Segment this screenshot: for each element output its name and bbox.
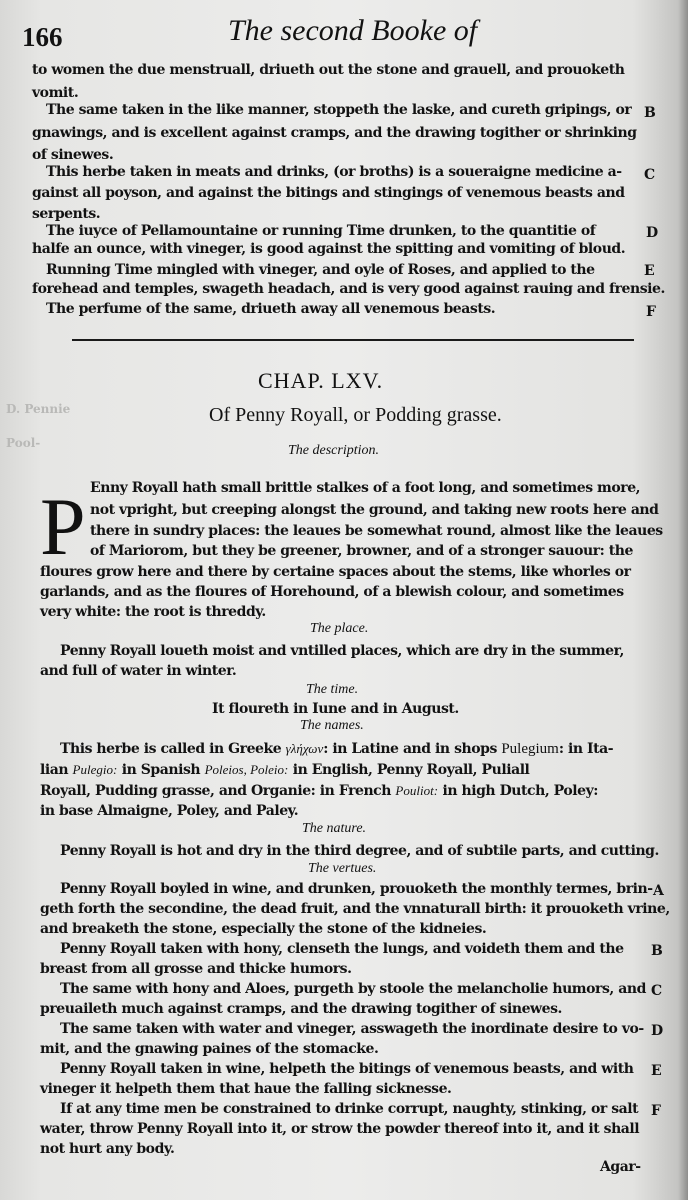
margin-letter: C <box>651 983 663 999</box>
text-span: in high Dutch, Poley: <box>442 783 598 799</box>
text-line: This herbe taken in meats and drinks, (or broths) is a soueraigne medicine a- <box>46 164 622 180</box>
text-line: The perfume of the same, driueth away all venemous beasts. <box>46 301 496 317</box>
chapter-heading: CHAP. LXV. <box>258 368 384 393</box>
text-line: not vpright, but creeping alongst the ground, and taking new roots here and <box>90 502 659 518</box>
margin-letter: A <box>653 883 664 899</box>
greek-term: γλήχων <box>285 741 324 756</box>
text-span: Royall, Pudding grasse, and Organie: in French <box>40 783 391 799</box>
text-line <box>60 742 613 757</box>
drop-cap: P <box>40 481 86 572</box>
running-head: The second Booke of <box>228 14 478 47</box>
text-line: The same with hony and Aloes, purgeth by stoole the melancholie humors, and <box>60 981 646 997</box>
bleed-through-text: D. Pennie <box>6 402 71 416</box>
text-line: to women the due menstruall, driueth out the stone and grauell, and prouoketh <box>32 62 625 78</box>
text-line: It floureth in Iune and in August. <box>212 701 459 717</box>
text-line: and breaketh the stone, especially the stone of the kidneies. <box>40 921 487 937</box>
text-line: forehead and temples, swageth headach, and is very good against rauing and frensie. <box>32 281 665 297</box>
margin-letter: D <box>651 1023 664 1039</box>
text-line: vomit. <box>32 85 79 101</box>
text-line: geth forth the secondine, the dead fruit, and the vnnaturall birth: it prouoketh vrine, <box>40 901 670 917</box>
text-line: not hurt any body. <box>40 1141 175 1157</box>
section-label-time: The time. <box>306 682 359 697</box>
text-line: mit, and the gnawing paines of the stomacke. <box>40 1041 379 1057</box>
text-line: The same taken with water and vineger, asswageth the inordinate desire to vo- <box>60 1021 644 1037</box>
text-line: Enny Royall hath small brittle stalkes of a foot long, and sometimes more, <box>90 480 641 496</box>
text-line: gainst all poyson, and against the bitings and stingings of venemous beasts and <box>32 185 625 201</box>
text-line: very white: the root is threddy. <box>40 604 266 620</box>
text-span: This herbe is called in Greeke <box>60 741 282 757</box>
text-line: water, throw Penny Royall into it, or strow the powder thereof into it, and it shall <box>40 1121 640 1137</box>
margin-letter: C <box>644 167 656 183</box>
page-number: 166 <box>22 22 63 52</box>
text-line: garlands, and as the floures of Horehound, of a blewish colour, and sometimes <box>40 584 624 600</box>
section-rule <box>72 339 634 341</box>
text-line <box>40 784 598 798</box>
margin-letter: F <box>646 304 656 320</box>
text-line: Penny Royall taken with hony, clenseth the lungs, and voideth them and the <box>60 941 624 957</box>
text-line: gnawings, and is excellent against cramps, and the drawing togither or shrinking <box>32 125 637 141</box>
text-line: Penny Royall is hot and dry in the third degree, and of subtile parts, and cutting. <box>60 843 659 859</box>
margin-letter: E <box>644 263 655 279</box>
latin-term: Pulegium <box>501 741 559 757</box>
text-line: Penny Royall loueth moist and vntilled places, which are dry in the summer, <box>60 643 624 659</box>
text-line: and full of water in winter. <box>40 663 237 679</box>
text-line: halfe an ounce, with vineger, is good against the spitting and vomiting of bloud. <box>32 241 626 257</box>
section-label-names: The names. <box>300 718 364 733</box>
section-label-description: The description. <box>288 443 379 458</box>
chapter-title: Of Penny Royall, or Podding grasse. <box>209 404 502 426</box>
text-line: serpents. <box>32 206 101 222</box>
text-line: Penny Royall taken in wine, helpeth the bitings of venemous beasts, and with <box>60 1061 634 1077</box>
text-line: preuaileth much against cramps, and the drawing togither of sinewes. <box>40 1001 562 1017</box>
section-label-vertues: The vertues. <box>308 861 377 876</box>
catchword: Agar- <box>600 1159 641 1175</box>
text-line: there in sundry places: the leaues be somewhat round, almost like the leaues <box>90 523 663 539</box>
section-label-place: The place. <box>310 621 369 636</box>
text-span: in Spanish <box>121 762 201 778</box>
text-line: of Mariorom, but they be greener, browner, and of a stronger sauour: the <box>90 543 633 559</box>
margin-letter: F <box>651 1103 661 1119</box>
text-line: The same taken in the like manner, stoppeth the laske, and cureth gripings, or <box>46 102 632 118</box>
margin-letter: D <box>646 225 659 241</box>
text-line: Running Time mingled with vineger, and oyle of Roses, and applied to the <box>46 262 595 278</box>
bleed-through-text: Pool- <box>6 436 41 450</box>
text-span: lian <box>40 762 69 778</box>
text-span: : in Latine and in shops <box>323 741 497 757</box>
text-line: The iuyce of Pellamountaine or running Time drunken, to the quantitie of <box>46 223 596 239</box>
french-term: Pouliot: <box>395 783 439 798</box>
text-line: floures grow here and there by certaine spaces about the stems, like whorles or <box>40 564 631 580</box>
text-line: If at any time men be constrained to drinke corrupt, naughty, stinking, or salt <box>60 1101 639 1117</box>
margin-letter: E <box>651 1063 662 1079</box>
text-line: breast from all grosse and thicke humors. <box>40 961 352 977</box>
margin-letter: B <box>644 105 656 121</box>
text-line: of sinewes. <box>32 147 114 163</box>
italian-term: Pulegio: <box>72 762 118 777</box>
section-label-nature: The nature. <box>302 821 367 836</box>
spanish-term: Poleios, Poleio: <box>204 762 289 777</box>
text-span: in English, Penny Royall, Puliall <box>292 762 530 778</box>
page-edge-shadow <box>678 0 688 1200</box>
text-line: vineger it helpeth them that haue the falling sicknesse. <box>40 1081 452 1097</box>
text-line <box>40 763 529 777</box>
text-line: Penny Royall boyled in wine, and drunken, prouoketh the monthly termes, brin- <box>60 881 653 897</box>
margin-letter: B <box>651 943 663 959</box>
text-line: in base Almaigne, Poley, and Paley. <box>40 803 299 819</box>
text-span: : in Ita- <box>558 741 614 757</box>
